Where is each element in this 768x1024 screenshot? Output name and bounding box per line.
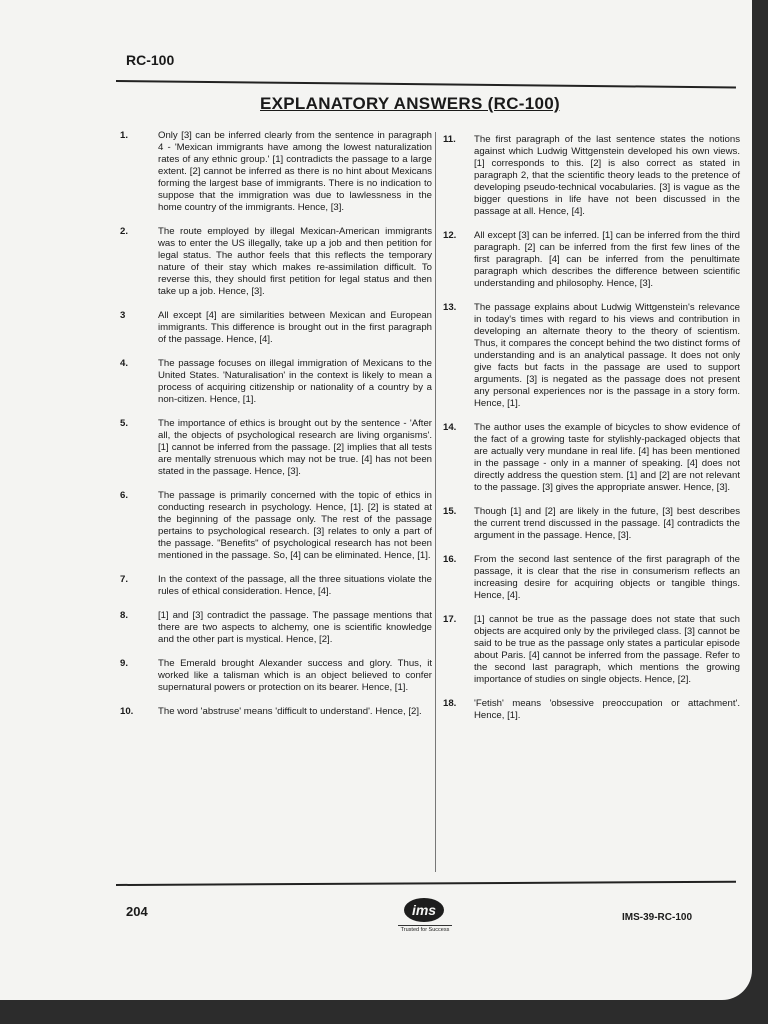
answer-number: 14. xyxy=(443,422,457,433)
left-column xyxy=(114,130,432,718)
answer-number: 6. xyxy=(120,490,129,501)
answer-number: 7. xyxy=(120,574,129,585)
logo-text: ims xyxy=(411,902,437,918)
answer-text: The passage focuses on illegal immigration of Mexicans to the United States. 'Naturalisation' in the context is likely to mean a process of acquiring citizenship or nationality of a country by a non-citizen. Hence, [1]. xyxy=(158,358,432,405)
answer-number: 12. xyxy=(443,230,457,241)
answer-item-17 xyxy=(440,614,740,686)
answer-text: The importance of ethics is brought out by the sentence - 'After all, the objects of psychological research are living organisms'. [1] cannot be inferred from the passage. [2] implies that all tests are mentally strenuous which may not be true. [4] has not been stated in the passage. Hence, [3]. xyxy=(158,418,432,477)
answer-item-5 xyxy=(114,418,432,478)
footer-rule xyxy=(116,881,736,886)
answer-item-15 xyxy=(440,506,740,542)
answer-text: The passage is primarily concerned with the topic of ethics in conducting research in psychology. Hence, [1]. [2] is stated at the beginning of the passage only. The rest of the passage pertains to psychological research. [3] relates to only a part of the passage. "Benefits" of psychological research has not been mentioned in the passage. So, [4] can be eliminated. Hence, [1]. xyxy=(158,490,432,561)
answer-item-2 xyxy=(114,226,432,298)
answer-text: From the second last sentence of the first paragraph of the passage, it is clear that the rise in consumerism reflects an increasing desire for acquiring objects or tangible things. Hence, [4]. xyxy=(474,554,740,601)
answer-item-16 xyxy=(440,554,740,602)
logo-tagline: Trusted for Success xyxy=(398,925,452,933)
answer-item-1 xyxy=(114,130,432,214)
answer-number: 9. xyxy=(120,658,129,669)
answer-item-12 xyxy=(440,230,740,290)
answer-number: 4. xyxy=(120,358,129,369)
answer-item-9 xyxy=(114,658,432,694)
answer-number: 5. xyxy=(120,418,129,429)
answer-text: [1] and [3] contradict the passage. The passage mentions that there are two aspects to alchemy, one is scientific knowledge and the other part is mystical. Hence, [2]. xyxy=(158,610,432,645)
answer-item-3 xyxy=(114,310,432,346)
answer-text: The first paragraph of the last sentence states the notions against which Ludwig Wittgenstein developed his own views. [1] corresponds to this. [2] is also correct as stated in paragraph 2, that the scientific theory leads to the pretence of developing pseudo-technical vocabularies. [3] is vague as the bigger questions in life have not been discussed in the passage at all. Hence, [4]. xyxy=(474,134,740,217)
answer-number: 11. xyxy=(443,134,456,145)
answer-text: The Emerald brought Alexander success and glory. Thus, it worked like a talisman which is an object believed to confer supernatural powers or protection on its bearer. Hence, [1]. xyxy=(158,658,432,693)
answer-number: 17. xyxy=(443,614,457,625)
answer-item-13 xyxy=(440,302,740,410)
answer-text: Only [3] can be inferred clearly from the sentence in paragraph 4 - 'Mexican immigrants have among the lowest naturalization rates of any ethnic group.' [1] contradicts the passage to a large extent. [2] cannot be inferred as there is no hint about Mexicans forming the largest base of immigrants. There is no indication to suppose that the immigration was due to lawlessness in the home country of the immigrants. Hence, [3]. xyxy=(158,130,432,213)
answer-text: [1] cannot be true as the passage does not state that such objects are acquired only by the privileged class. [3] cannot be said to be true as the passage only states a particular episode about Paris. [4] cannot be inferred from the passage. Refer to the second last paragraph, which mentions the growing importance of studies on single objects. Hence, [2]. xyxy=(474,614,740,685)
answer-text: Though [1] and [2] are likely in the future, [3] best describes the current trend discussed in the passage. [4] contradicts the argument in the passage. Hence, [3]. xyxy=(474,506,740,541)
answer-item-4 xyxy=(114,358,432,406)
answer-item-11 xyxy=(440,134,740,218)
answer-item-8 xyxy=(114,610,432,646)
answer-number: 15. xyxy=(443,506,457,517)
answer-number: 1. xyxy=(120,130,129,141)
answer-text: The route employed by illegal Mexican-American immigrants was to enter the US illegally, take up a job and then petition for legal status. The author feels that this reflects the temporary nature of their stay which makes re-assimilation difficult. To reverse this, they should first petition for legal status and then take up a job. Hence, [3]. xyxy=(158,226,432,297)
answer-number: 16. xyxy=(443,554,457,565)
footer-code: IMS-39-RC-100 xyxy=(622,912,693,923)
answer-number: 3 xyxy=(120,310,126,321)
answer-item-6 xyxy=(114,490,432,562)
answer-number: 18. xyxy=(443,698,457,709)
page-number: 204 xyxy=(126,904,148,919)
ims-logo xyxy=(398,898,452,938)
answer-text: All except [3] can be inferred. [1] can be inferred from the third paragraph. [2] can be inferred from the first few lines of the first paragraph. [4] can be inferred from the penultimate paragraph which describes the difference between scientific understanding and philosophy. Hence, [3]. xyxy=(474,230,740,289)
answer-text: The passage explains about Ludwig Wittgenstein's relevance in today's times with regard to his views and contribution in developing an alternate theory to the theory of scientism. Thus, it compares the concept behind the two distinct forms of understanding and is an analytical passage. It does not only give facts but facts in the passage are used to support arguments. [3] is negated as the passage does not present any personal experiences nor is the passage in a story form. Hence, [1]. xyxy=(474,302,740,409)
answer-text: The author uses the example of bicycles to show evidence of the fact of a growing taste for stylishly-packaged objects that are actually very mundane in real life. [4] has been mentioned in the passage - only in a manner of speaking. [4] does not directly address the question stem. [1] and [2] are not relevant to the passage. [3] gives the appropriate answer. Hence, [3]. xyxy=(474,422,740,493)
answer-item-10 xyxy=(114,706,432,718)
answer-number: 2. xyxy=(120,226,129,237)
answer-text: 'Fetish' means 'obsessive preoccupation or attachment'. Hence, [1]. xyxy=(474,698,740,721)
answer-text: The word 'abstruse' means 'difficult to understand'. Hence, [2]. xyxy=(158,706,422,717)
answer-text: In the context of the passage, all the three situations violate the rules of ethical consideration. Hence, [4]. xyxy=(158,574,432,597)
page-title: EXPLANATORY ANSWERS (RC-100) xyxy=(260,94,560,113)
answer-number: 10. xyxy=(120,706,134,717)
column-divider xyxy=(435,132,436,872)
header-code: RC-100 xyxy=(126,52,175,68)
answer-item-7 xyxy=(114,574,432,598)
answer-item-18 xyxy=(440,698,740,722)
answer-item-14 xyxy=(440,422,740,494)
answer-number: 8. xyxy=(120,610,129,621)
answer-text: All except [4] are similarities between Mexican and European immigrants. This difference is brought out in the first paragraph of the passage. Hence, [4]. xyxy=(158,310,432,345)
header-rule xyxy=(116,80,736,88)
answer-number: 13. xyxy=(443,302,457,313)
right-column xyxy=(440,134,740,722)
